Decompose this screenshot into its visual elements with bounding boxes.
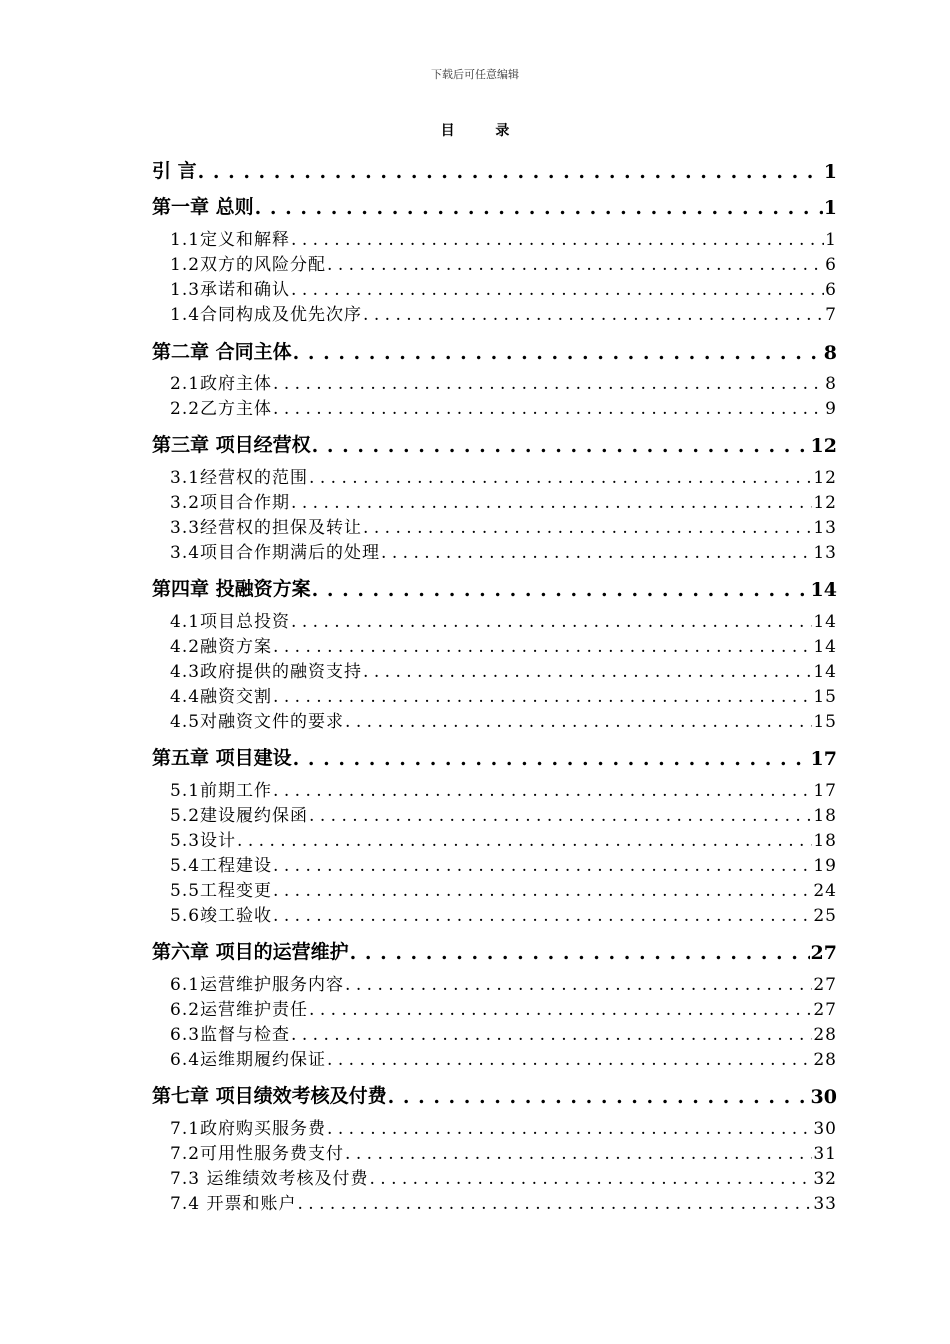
toc-section-entry[interactable]: [170, 278, 837, 300]
toc-entry-label: 2.1政府主体: [170, 374, 273, 394]
toc-page-number: 17: [810, 748, 837, 770]
toc-page-number: 1: [825, 230, 837, 250]
toc-entry-label: 4.3政府提供的融资支持: [170, 662, 363, 682]
toc-chapter-entry[interactable]: [152, 431, 837, 457]
toc-section-entry[interactable]: [170, 253, 837, 275]
toc-page-number: 14: [813, 662, 837, 682]
toc-page-number: 31: [813, 1144, 837, 1164]
toc-dot-leader: [273, 856, 812, 876]
toc-entry-label: 6.2运营维护责任: [170, 1000, 309, 1020]
toc-dot-leader: [345, 1144, 812, 1164]
toc-dot-leader: [293, 748, 810, 770]
toc-entry-label: 第二章 合同主体: [152, 341, 292, 363]
toc-entry-label: 7.2可用性服务费支付: [170, 1144, 345, 1164]
toc-dot-leader: [273, 881, 812, 901]
toc-chapter-entry[interactable]: [152, 744, 837, 770]
toc-entry-label: 4.4融资交割: [170, 687, 273, 707]
toc-entry-label: 5.1前期工作: [170, 781, 273, 801]
toc-chapter-entry[interactable]: [152, 575, 837, 601]
toc-entry-label: 6.4运维期履约保证: [170, 1050, 327, 1070]
toc-section-entry[interactable]: [170, 1023, 837, 1045]
toc-page-number: 27: [810, 942, 837, 964]
toc-dot-leader: [309, 468, 812, 488]
toc-section-entry[interactable]: [170, 710, 837, 732]
toc-section-entry[interactable]: [170, 660, 837, 682]
toc-chapter-entry[interactable]: [152, 338, 837, 364]
toc-section-entry[interactable]: [170, 1048, 837, 1070]
toc-dot-leader: [388, 1086, 810, 1108]
toc-entry-label: 第七章 项目绩效考核及付费: [152, 1085, 387, 1107]
toc-entry-label: 4.1项目总投资: [170, 612, 291, 632]
toc-dot-leader: [273, 781, 812, 801]
toc-page-number: 14: [813, 612, 837, 632]
toc-section-entry[interactable]: [170, 1167, 837, 1189]
toc-section-entry[interactable]: [170, 372, 837, 394]
toc-page-number: 1: [823, 197, 837, 219]
toc-entry-label: 第三章 项目经营权: [152, 434, 311, 456]
toc-chapter-entry[interactable]: [152, 1082, 837, 1108]
toc-entry-label: 引 言: [152, 160, 197, 182]
toc-page-number: 27: [813, 975, 837, 995]
toc-chapter-entry[interactable]: [152, 193, 837, 219]
toc-entry-label: 3.4项目合作期满后的处理: [170, 543, 381, 563]
toc-entry-label: 4.2融资方案: [170, 637, 273, 657]
toc-page-number: 32: [813, 1169, 837, 1189]
toc-page-number: 1: [823, 161, 837, 183]
toc-dot-leader: [273, 374, 824, 394]
toc-section-entry[interactable]: [170, 1117, 837, 1139]
toc-section-entry[interactable]: [170, 879, 837, 901]
toc-page-number: 25: [813, 906, 837, 926]
toc-section-entry[interactable]: [170, 829, 837, 851]
toc-page-number: 33: [813, 1194, 837, 1214]
toc-section-entry[interactable]: [170, 466, 837, 488]
toc-entry-label: 7.1政府购买服务费: [170, 1119, 327, 1139]
toc-page-number: 13: [813, 543, 837, 563]
toc-section-entry[interactable]: [170, 685, 837, 707]
toc-entry-label: 第五章 项目建设: [152, 747, 292, 769]
toc-section-entry[interactable]: [170, 541, 837, 563]
toc-entry-label: 5.2建设履约保函: [170, 806, 309, 826]
toc-entry-label: 6.3监督与检查: [170, 1025, 291, 1045]
toc-page-number: 9: [825, 399, 837, 419]
toc-page-number: 28: [813, 1050, 837, 1070]
toc-dot-leader: [363, 305, 824, 325]
toc-chapter-entry[interactable]: [152, 938, 837, 964]
toc-dot-leader: [345, 975, 812, 995]
toc-dot-leader: [291, 280, 824, 300]
toc-entry-label: 7.4 开票和账户: [170, 1194, 297, 1214]
toc-entry-label: 5.3设计: [170, 831, 237, 851]
toc-dot-leader: [291, 1025, 812, 1045]
toc-dot-leader: [291, 230, 824, 250]
toc-section-entry[interactable]: [170, 228, 837, 250]
toc-entry-label: 3.2项目合作期: [170, 493, 291, 513]
toc-page-number: 24: [813, 881, 837, 901]
toc-section-entry[interactable]: [170, 998, 837, 1020]
toc-page-number: 15: [813, 687, 837, 707]
toc-entry-label: 5.4工程建设: [170, 856, 273, 876]
toc-dot-leader: [309, 1000, 812, 1020]
toc-page-number: 30: [813, 1119, 837, 1139]
toc-page-number: 14: [813, 637, 837, 657]
toc-page-number: 15: [813, 712, 837, 732]
toc-entry-label: 5.6竣工验收: [170, 906, 273, 926]
toc-section-entry[interactable]: [170, 491, 837, 513]
toc-page-number: 6: [825, 280, 837, 300]
toc-section-entry[interactable]: [170, 973, 837, 995]
toc-dot-leader: [237, 831, 812, 851]
toc-chapter-entry[interactable]: [152, 157, 837, 183]
toc-section-entry[interactable]: [170, 779, 837, 801]
toc-entry-label: 2.2乙方主体: [170, 399, 273, 419]
toc-dot-leader: [363, 518, 812, 538]
toc-page-number: 8: [825, 374, 837, 394]
toc-page-number: 6: [825, 255, 837, 275]
toc-section-entry[interactable]: [170, 610, 837, 632]
header-note: 下载后可任意编辑: [431, 68, 519, 81]
toc-section-entry[interactable]: [170, 1192, 837, 1214]
toc-page-number: 17: [813, 781, 837, 801]
toc-page-number: 18: [813, 806, 837, 826]
toc-dot-leader: [291, 493, 812, 513]
toc-dot-leader: [363, 662, 812, 682]
toc-dot-leader: [381, 543, 812, 563]
toc-dot-leader: [198, 161, 823, 183]
toc-page-number: 8: [823, 342, 837, 364]
toc-section-entry[interactable]: [170, 904, 837, 926]
toc-page-number: 30: [810, 1086, 837, 1108]
toc-page-number: 19: [813, 856, 837, 876]
toc-entry-label: 1.4合同构成及优先次序: [170, 305, 363, 325]
toc-page-number: 12: [813, 493, 837, 513]
toc-section-entry[interactable]: [170, 804, 837, 826]
toc-dot-leader: [273, 687, 812, 707]
toc-entry-label: 3.1经营权的范围: [170, 468, 309, 488]
toc-page-number: 14: [810, 579, 837, 601]
toc-section-entry[interactable]: [170, 854, 837, 876]
toc-page-number: 12: [813, 468, 837, 488]
toc-dot-leader: [297, 1194, 812, 1214]
toc-entry-label: 第一章 总则: [152, 196, 254, 218]
toc-entry-label: 第四章 投融资方案: [152, 578, 311, 600]
toc-entry-label: 4.5对融资文件的要求: [170, 712, 345, 732]
toc-section-entry[interactable]: [170, 1142, 837, 1164]
toc-entry-label: 3.3经营权的担保及转让: [170, 518, 363, 538]
toc-dot-leader: [327, 1119, 812, 1139]
toc-dot-leader: [350, 942, 810, 964]
toc-entry-label: 第六章 项目的运营维护: [152, 941, 349, 963]
toc-dot-leader: [273, 637, 812, 657]
toc-page-number: 18: [813, 831, 837, 851]
toc-dot-leader: [312, 579, 810, 601]
toc-dot-leader: [312, 435, 810, 457]
toc-page-number: 27: [813, 1000, 837, 1020]
toc-entry-label: 1.3承诺和确认: [170, 280, 291, 300]
toc-entry-label: 1.1定义和解释: [170, 230, 291, 250]
toc-dot-leader: [309, 806, 812, 826]
toc-page-number: 28: [813, 1025, 837, 1045]
toc-section-entry[interactable]: [170, 397, 837, 419]
toc-dot-leader: [327, 1050, 812, 1070]
toc-dot-leader: [255, 197, 823, 219]
toc-entry-label: 5.5工程变更: [170, 881, 273, 901]
toc-entry-label: 7.3 运维绩效考核及付费: [170, 1169, 369, 1189]
toc-page-number: 12: [810, 435, 837, 457]
toc-dot-leader: [273, 399, 824, 419]
toc-entry-label: 1.2双方的风险分配: [170, 255, 327, 275]
toc-page-number: 13: [813, 518, 837, 538]
toc-section-entry[interactable]: [170, 516, 837, 538]
toc-dot-leader: [291, 612, 812, 632]
toc-dot-leader: [369, 1169, 812, 1189]
toc-section-entry[interactable]: [170, 303, 837, 325]
toc-section-entry[interactable]: [170, 635, 837, 657]
toc-dot-leader: [293, 342, 823, 364]
toc-dot-leader: [327, 255, 824, 275]
toc-dot-leader: [273, 906, 812, 926]
toc-page-number: 7: [825, 305, 837, 325]
toc-title: 目 录: [440, 123, 528, 139]
toc-dot-leader: [345, 712, 812, 732]
toc-entry-label: 6.1运营维护服务内容: [170, 975, 345, 995]
